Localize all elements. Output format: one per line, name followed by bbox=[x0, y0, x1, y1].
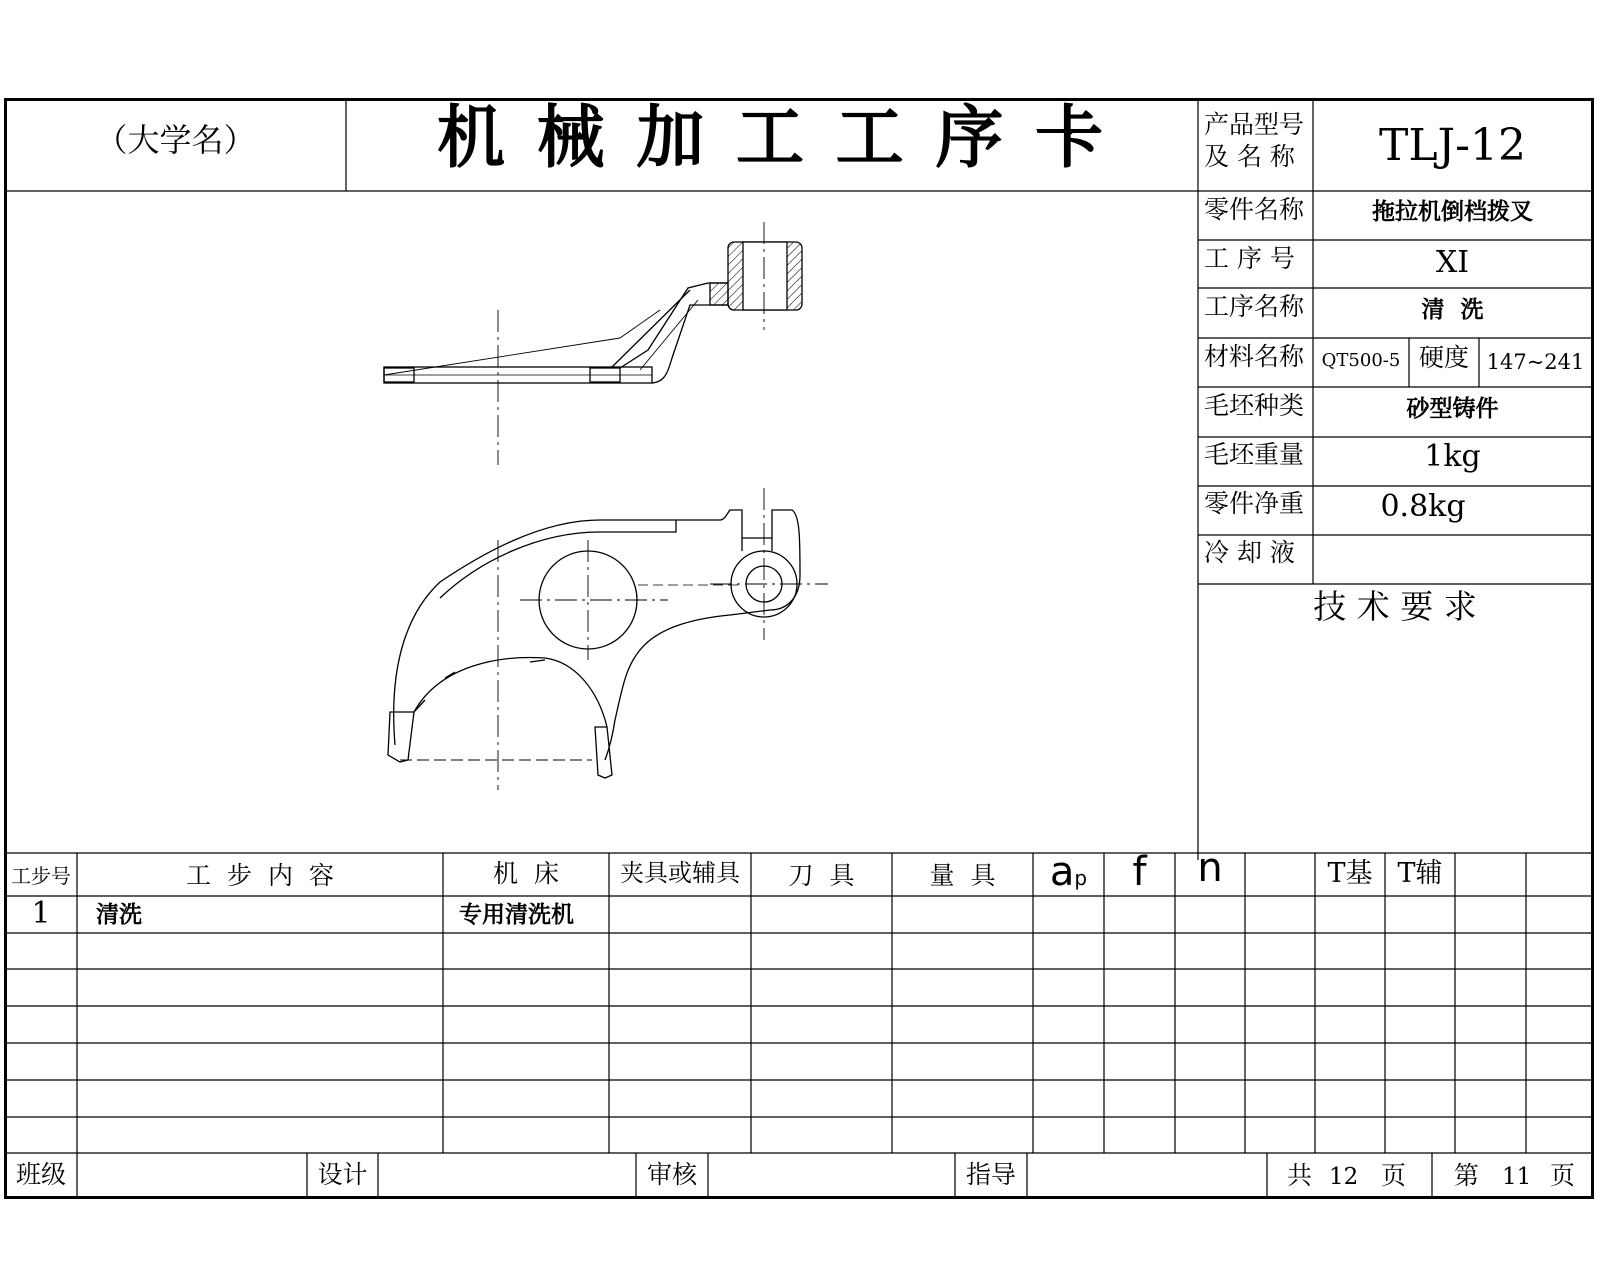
row1-step: 1 bbox=[31, 896, 51, 931]
col-fixture: 夹具或辅具 bbox=[620, 859, 740, 887]
coolant-label: 冷 却 液 bbox=[1204, 538, 1295, 567]
footer-page-no: 11 bbox=[1502, 1164, 1532, 1190]
top-view bbox=[384, 222, 802, 465]
op-no-label: 工 序 号 bbox=[1204, 244, 1295, 273]
hardness-value: 147~241 bbox=[1486, 350, 1585, 374]
col-machine: 机 床 bbox=[493, 859, 559, 888]
net-weight-value: 0.8kg bbox=[1380, 489, 1466, 524]
footer-page-prefix: 第 bbox=[1454, 1161, 1480, 1190]
page-title: 机 械 加 工 工 序 卡 bbox=[436, 98, 1108, 178]
footer-total-suffix: 页 bbox=[1381, 1161, 1407, 1190]
col-feed: f bbox=[1132, 849, 1147, 895]
net-weight-label: 零件净重 bbox=[1204, 489, 1305, 518]
op-no-value: XI bbox=[1435, 245, 1470, 280]
row1-content: 清洗 bbox=[96, 901, 142, 928]
col-ap-main: a bbox=[1049, 849, 1075, 895]
col-ap-sub: p bbox=[1074, 866, 1088, 890]
row1-machine: 专用清洗机 bbox=[459, 901, 574, 928]
school-name: （大学名） bbox=[95, 121, 256, 159]
front-view bbox=[388, 488, 828, 790]
footer-guide-label: 指导 bbox=[965, 1160, 1016, 1189]
col-ap bbox=[1033, 849, 1104, 895]
footer-class-label: 班级 bbox=[15, 1160, 66, 1189]
product-label-line2: 及 名 称 bbox=[1204, 142, 1295, 171]
footer-design-label: 设计 bbox=[317, 1160, 368, 1189]
col-gauge: 量 具 bbox=[929, 861, 996, 890]
product-value: TLJ-12 bbox=[1378, 120, 1527, 171]
col-t-base: T基 bbox=[1327, 858, 1373, 889]
blank-weight-value: 1kg bbox=[1424, 439, 1481, 474]
part-name-value: 拖拉机倒档拨叉 bbox=[1372, 198, 1533, 225]
footer-total-pages: 12 bbox=[1329, 1164, 1359, 1190]
part-name-label: 零件名称 bbox=[1204, 195, 1305, 224]
op-name-value: 清 洗 bbox=[1421, 296, 1484, 323]
blank-type-value: 砂型铸件 bbox=[1406, 395, 1499, 422]
hardness-label: 硬度 bbox=[1418, 343, 1469, 372]
material-label: 材料名称 bbox=[1204, 342, 1305, 371]
product-label-line1: 产品型号 bbox=[1204, 110, 1305, 139]
footer-review-label: 审核 bbox=[646, 1160, 697, 1189]
col-tool: 刀 具 bbox=[788, 861, 855, 890]
blank-weight-label: 毛坯重量 bbox=[1204, 440, 1305, 469]
material-value: QT500-5 bbox=[1321, 350, 1401, 371]
blank-type-label: 毛坯种类 bbox=[1204, 391, 1305, 420]
col-speed: n bbox=[1197, 845, 1223, 891]
footer-page-suffix: 页 bbox=[1550, 1161, 1576, 1190]
col-step-content: 工 步 内 容 bbox=[186, 861, 334, 890]
tech-requirements-title: 技 术 要 求 bbox=[1313, 587, 1477, 626]
op-name-label: 工序名称 bbox=[1204, 292, 1305, 321]
col-t-aux: T辅 bbox=[1397, 858, 1443, 889]
footer-total-prefix: 共 bbox=[1287, 1161, 1313, 1190]
col-step-no: 工步号 bbox=[11, 864, 71, 888]
